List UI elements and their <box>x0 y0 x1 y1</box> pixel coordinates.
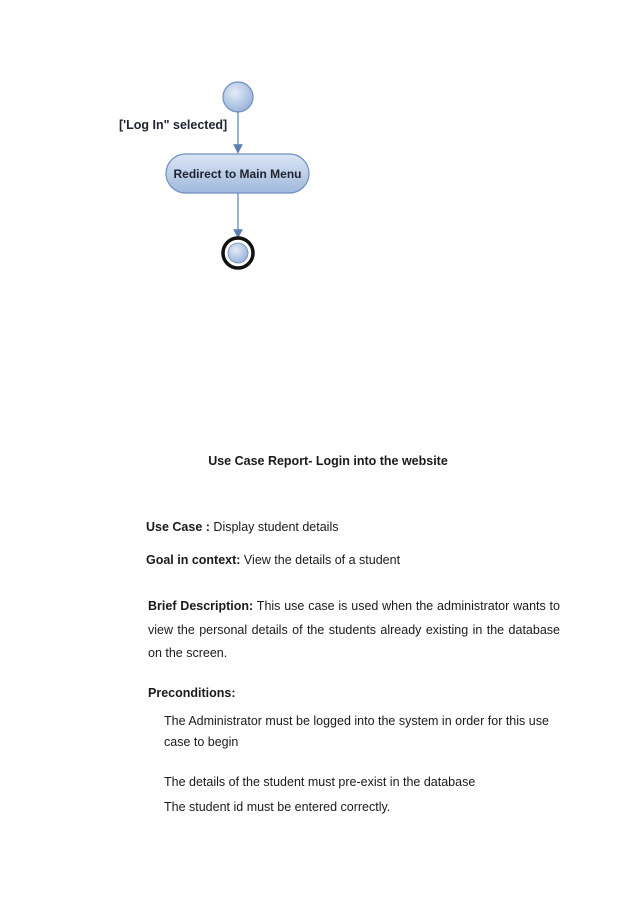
use-case-value: Display student details <box>209 520 339 534</box>
use-case-label: Use Case : <box>146 520 210 534</box>
goal-label: Goal in context: <box>146 553 241 567</box>
initial-node <box>223 82 253 112</box>
use-case-field <box>146 520 338 534</box>
brief-description <box>148 595 560 666</box>
goal-field <box>146 553 400 567</box>
activity-diagram <box>0 0 638 300</box>
precondition-item-2: The details of the student must pre-exist in the database <box>164 775 476 789</box>
brief-label: Brief Description: <box>148 599 254 613</box>
final-node-core <box>228 243 248 263</box>
preconditions-heading: Preconditions: <box>148 686 236 700</box>
action-node-label: Redirect to Main Menu <box>173 166 302 181</box>
brief-value: This use case is used when the administrator wants to view the personal details of the students already existing in the database on the screen. <box>148 599 560 660</box>
precondition-item-3: The student id must be entered correctly. <box>164 800 391 814</box>
guard-condition-label: ['Log In" selected] <box>119 118 228 132</box>
goal-value: View the details of a student <box>240 553 401 567</box>
report-title: Use Case Report- Login into the website <box>208 454 448 468</box>
precondition-item-1: The Administrator must be logged into the system in order for this use case to begin <box>164 714 549 749</box>
activity-diagram-svg <box>0 0 638 300</box>
